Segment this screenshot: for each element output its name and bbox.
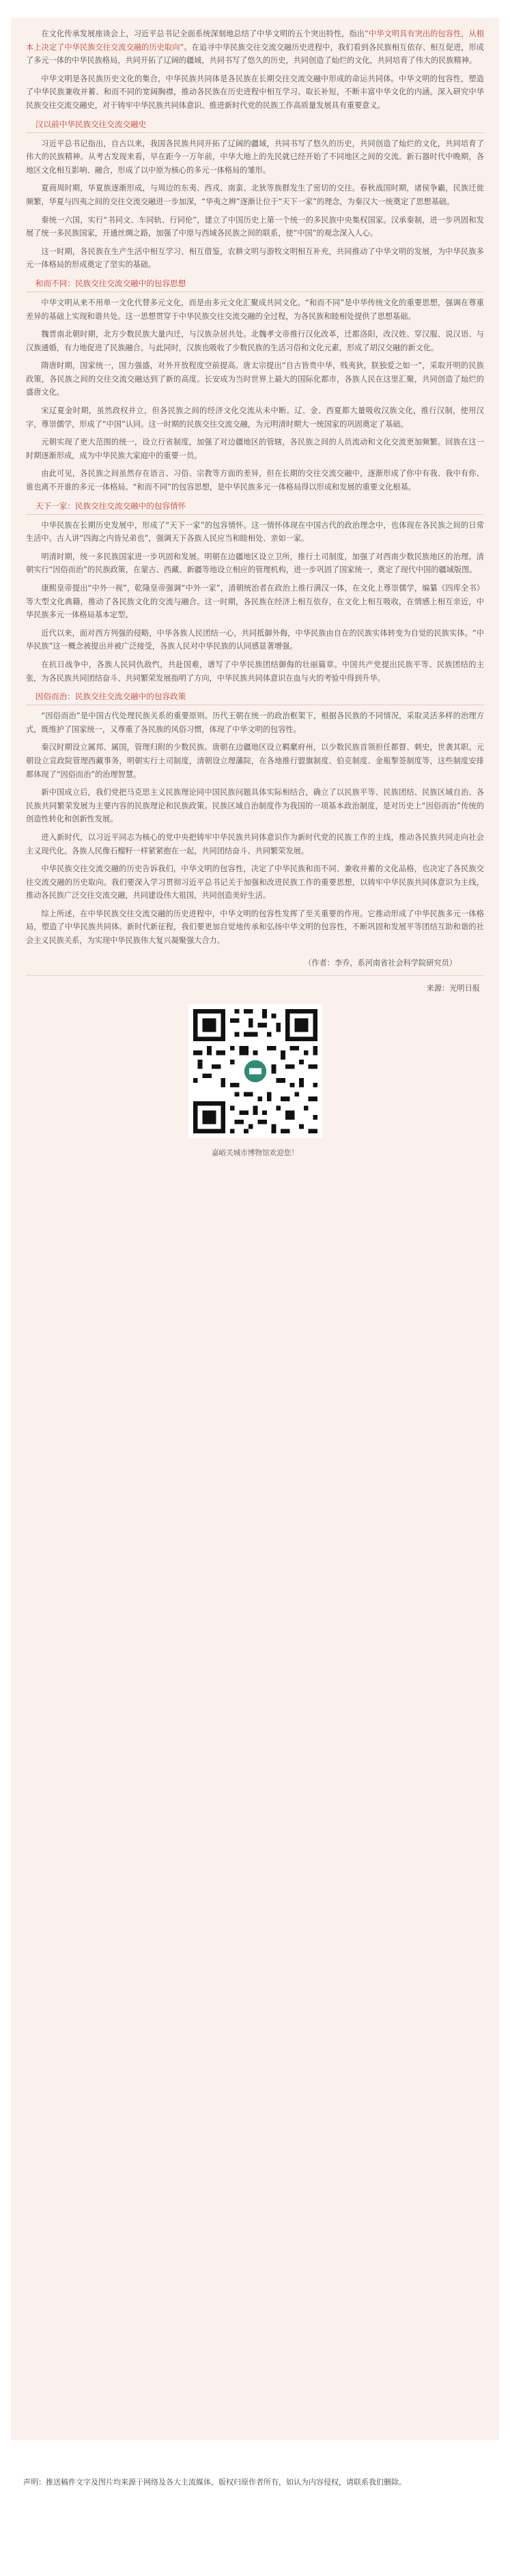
divider xyxy=(26,975,484,976)
section4-paragraph: 秦汉时期设立属邦、属国，管理归附的少数民族。唐朝在边疆地区设立羁縻府州，以少数民族首领担任都督、刺史，世袭其职。元朝设立宣政院管理西藏事务，明朝实行土司制度，清朝设立理藩院，在各地推行盟旗制度、伯克制度、金瓶掣签制度等，这些制度安排都体现了“因俗而治”的治理智慧。 xyxy=(26,743,484,779)
section-heading-1: 汉以前中华民族交往交流交融史 xyxy=(26,117,484,133)
section4-paragraph: “因俗而治”是中国古代处理民族关系的重要原则。历代王朝在统一的政治框架下，根据各民族的不同情况，采取灵活多样的治理方式，既维护了国家统一，又尊重了各民族的风俗习惯，体现了中华文明的包容性。 xyxy=(26,711,484,734)
qr-code-icon[interactable] xyxy=(188,1004,322,1138)
qr-caption: 嘉峪关城市博物馆欢迎您！ xyxy=(211,1148,299,1157)
section3-paragraph: 明清时期，统一多民族国家进一步巩固和发展。明朝在边疆地区设立卫所，推行土司制度，加强了对西南少数民族地区的治理。清朝实行“因俗而治”的民族政策，在蒙古、西藏、新疆等地设立相应的管理机构，进一步巩固了国家统一，奠定了现代中国的疆域版图。 xyxy=(26,552,484,575)
section1-paragraph: 秦统一六国，实行“书同文、车同轨、行同伦”，建立了中国历史上第一个统一的多民族中央集权国家。汉承秦制，进一步巩固和发展了统一多民族国家，开通丝绸之路，加强了中原与西域各民族之间的联系，使“中国”的观念深入人心。 xyxy=(26,215,484,238)
intro-2-text: 中华文明是各民族历史文化的集合，中华民族共同体是各民族在长期交往交流交融中形成的命运共同体。中华文明的包容性，塑造了中华民族兼收并蓄、和而不同的宽阔胸襟，推动各民族在历史进程中相互学习、取长补短，不断丰富中华文化的内涵。深入研究中华民族交往交流交融史，对于铸牢中华民族共同体意识、推进新时代党的民族工作高质量发展具有重要意义。 xyxy=(26,74,484,110)
section-heading-4: 因俗而治：民族交往交流交融中的包容政策 xyxy=(26,690,484,705)
section2-paragraph: 宋辽夏金时期，虽然政权并立，但各民族之间的经济文化交流从未中断。辽、金、西夏都大量吸收汉族文化，推行汉制，使用汉字，尊崇儒学，形成了“中国”认同。这一时期的民族交往交流交融，为元明清时期大一统国家的巩固奠定了基础。 xyxy=(26,406,484,429)
section4-paragraph: 新中国成立后，我们党把马克思主义民族理论同中国民族问题具体实际相结合，确立了以民族平等、民族团结、民族区域自治、各民族共同繁荣发展为主要内容的民族理论和民族政策。民族区域自治制度作为我国的一项基本政治制度，是对历史上“因俗而治”传统的创造性转化和创新性发展。 xyxy=(26,788,484,824)
section-heading-3: 天下一家：民族交往交流交融中的包容情怀 xyxy=(26,499,484,515)
section4-paragraph: 中华民族交往交流交融的历史告诉我们，中华文明的包容性，决定了中华民族和而不同、兼收并蓄的文化品格，也决定了各民族交往交流交融的历史取向。我们要深入学习贯彻习近平总书记关于加强和改进民族工作的重要思想，以铸牢中华民族共同体意识为主线，推动各民族广泛交往交流交融，共同建设伟大祖国，共同创造美好生活。 xyxy=(26,864,484,901)
section-heading-2: 和而不同：民族交往交流交融中的包容思想 xyxy=(26,277,484,292)
section2-paragraph: 魏晋南北朝时期，北方少数民族大量内迁，与汉族杂居共处。北魏孝文帝推行汉化改革，迁都洛阳，改汉姓、穿汉服、说汉语、与汉族通婚，有力地促进了民族融合。与此同时，汉族也吸收了少数民族的生活习俗和文化元素，形成了胡汉交融的新文化。 xyxy=(26,330,484,352)
intro-paragraph-2 xyxy=(26,72,484,113)
section2-paragraph: 由此可见，各民族之间虽然存在语言、习俗、宗教等方面的差异，但在长期的交往交流交融中，逐渐形成了你中有我、我中有你、谁也离不开谁的多元一体格局。“和而不同”的包容思想，是中华民族多元一体格局得以形成和发展的重要文化根基。 xyxy=(26,469,484,492)
section3-paragraph: 在抗日战争中，各族人民同仇敌忾，共赴国难，谱写了中华民族团结御侮的壮丽篇章。中国共产党提出民族平等、民族团结的主张，为各民族共同团结奋斗、共同繁荣发展指明了方向，中华民族共同体意识在血与火的考验中得到升华。 xyxy=(26,660,484,683)
section3-paragraph: 近代以来，面对西方列强的侵略，中华各族人民团结一心，共同抵御外侮，中华民族由自在的民族实体转变为自觉的民族实体。“中华民族”这一概念被提出并被广泛接受，各族人民对中华民族的认同感显著增强。 xyxy=(26,628,484,651)
section4-paragraph: 综上所述，在中华民族交往交流交融的历史进程中，中华文明的包容性发挥了至关重要的作用。它推动形成了中华民族多元一体格局，塑造了中华民族共同体。新时代新征程，我们要更加自觉地传承和弘扬中华文明的包容性，不断巩固和发展平等团结互助和谐的社会主义民族关系，为实现中华民族伟大复兴凝聚强大合力。 xyxy=(26,909,484,946)
section3-paragraph: 康熙皇帝提出“中外一视”，乾隆皇帝强调“中外一家”，清朝统治者在政治上推行满汉一体，在文化上尊崇儒学，编纂《四库全书》等大型文化典籍，推动了各民族文化的交流与融合。这一时期，各民族在经济上相互依存，在文化上相互吸收，在情感上相互亲近，中华民族多元一体格局基本定型。 xyxy=(26,584,484,620)
section1-paragraph: 夏商周时期，华夏族逐渐形成，与周边的东夷、西戎、南蛮、北狄等族群发生了密切的交往。春秋战国时期，诸侯争霸，民族迁徙频繁，华夏与四夷之间的交往交流交融进一步加深，“华夷之辨”逐渐让位于“天下一家”的理念，为秦汉大一统奠定了思想基础。 xyxy=(26,184,484,206)
section4-paragraph: 进入新时代，以习近平同志为核心的党中央把铸牢中华民族共同体意识作为新时代党的民族工作的主线，推动各民族共同走向社会主义现代化。各族人民像石榴籽一样紧紧抱在一起，共同团结奋斗、共同繁荣发展。 xyxy=(26,832,484,855)
section2-paragraph: 中华文明从来不用单一文化代替多元文化，而是由多元文化汇聚成共同文化。“和而不同”是中华传统文化的重要思想，强调在尊重差异的基础上实现和谐共处。这一思想贯穿于中华民族交往交流交融的全过程，为各民族和睦相处提供了思想基础。 xyxy=(26,298,484,321)
intro-paragraph-1 xyxy=(26,27,484,68)
intro-1-post: 。在追寻中华民族交往交流交融历史进程中，我们看到各民族相互依存、相互促进，形成了多元一体的中华民族格局，共同开拓了辽阔的疆域，共同书写了悠久的历史，共同创造了灿烂的文化，共同培育了伟大的民族精神。 xyxy=(26,42,484,66)
footer-disclaimer: 声明：推送稿件文字及图片均来源于网络及各大主流媒体，版权归原作者所有，如认为内容侵权，请联系我们删除。 xyxy=(23,2478,406,2487)
section1-paragraph: 习近平总书记指出，自古以来，我国各民族共同开拓了辽阔的疆域，共同书写了悠久的历史，共同创造了灿烂的文化，共同培育了伟大的民族精神。从考古发现来看，早在距今一万年前，中华大地上的先民就已经开始了不同地区之间的交流。新石器时代中晚期，各地区文化相互影响、融合，形成了以中原为核心的多元一体格局的雏形。 xyxy=(26,139,484,175)
section2-paragraph: 隋唐时期，国家统一，国力强盛，对外开放程度空前提高。唐太宗提出“自古皆贵中华，贱夷狄，朕独爱之如一”，采取开明的民族政策，各民族之间的交往交流交融达到了新的高度。长安成为当时世界上最大的国际化都市，各族人民在这里汇聚，共同创造了灿烂的盛唐文化。 xyxy=(26,361,484,397)
qr-section xyxy=(187,1004,324,1158)
intro-1-highlight: “中华文明具有突出的包容性，从根本上决定了中华民族交往交流交融的历史取向” xyxy=(26,29,485,52)
section3-paragraph: 中华民族在长期历史发展中，形成了“天下一家”的包容情怀。这一情怀体现在中国古代的政治理念中，也体现在各民族之间的日常生活中。古人讲“四海之内皆兄弟也”，强调天下各族人民应当和睦相处、亲如一家。 xyxy=(26,520,484,543)
intro-1-pre: 在文化传承发展座谈会上，习近平总书记全面系统深刻地总结了中华文明的五个突出特性，指出 xyxy=(41,29,365,38)
section2-paragraph: 元朝实现了更大范围的统一，设立行省制度，加强了对边疆地区的管辖，各民族之间的人员流动和文化交流更加频繁。回族在这一时期逐渐形成，成为中华民族大家庭中的重要一员。 xyxy=(26,438,484,460)
author-credit: （作者：李乔，系河南省社会科学院研究员） xyxy=(304,958,457,967)
article-panel xyxy=(11,18,499,2440)
source-credit: 来源：光明日报 xyxy=(426,983,480,993)
section1-paragraph: 这一时期，各民族在生产生活中相互学习、相互借鉴，农耕文明与游牧文明相互补充，共同推动了中华文明的发展，为中华民族多元一体格局的形成奠定了坚实的基础。 xyxy=(26,246,484,270)
